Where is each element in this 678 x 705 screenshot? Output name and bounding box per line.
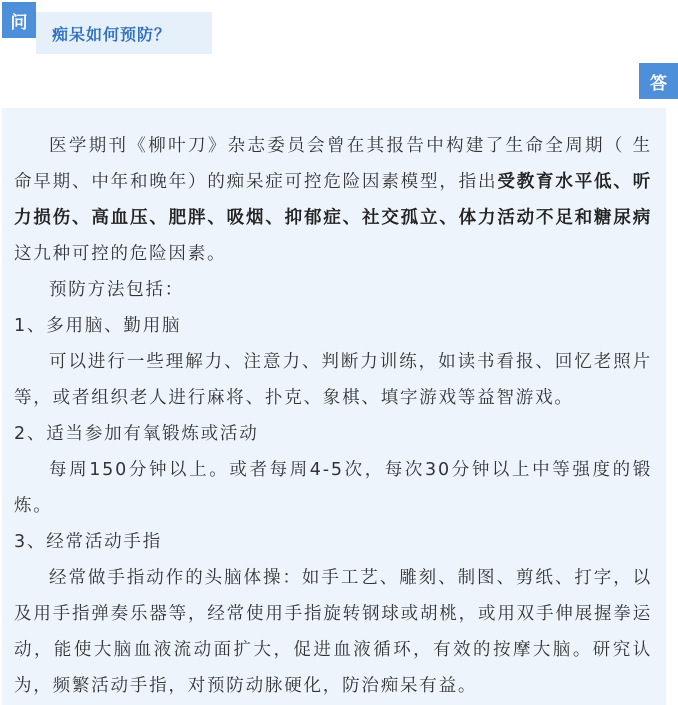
method-body-1: 可以进行一些理解力、注意力、判断力训练，如读书看报、回忆老照片等，或者组织老人进行麻将、扑克、象棋、填字游戏等益智游戏。 — [14, 352, 652, 408]
answer-content — [14, 128, 652, 704]
answer-badge: 答 — [639, 63, 678, 99]
methods-intro: 预防方法包括： — [49, 280, 185, 300]
method-body-2: 每周150分钟以上。或者每周4-5次，每次30分钟以上中等强度的锻炼。 — [14, 460, 652, 516]
question-text: 痴呆如何预防？ — [52, 24, 172, 44]
risk-factors-bold: 受教育水平低、听力损伤、高血压、肥胖、吸烟、抑郁症、社交孤立、体力活动不足和糖尿病 — [14, 172, 652, 228]
question-box — [36, 12, 212, 54]
method-title-1: 1、多用脑、勤用脑 — [14, 316, 182, 336]
method-body-3: 经常做手指动作的头脑体操：如手工艺、雕刻、制图、剪纸、打字，以及用手指弹奏乐器等，经常使用手指旋转钢球或胡桃，或用双手伸展握拳运动，能使大脑血液流动面扩大，促进血液循环，有效的按摩大脑。研究认为，频繁活动手指，对预防动脉硬化，防治痴呆有益。 — [14, 568, 652, 696]
method-title-3: 3、经常活动手指 — [14, 532, 163, 552]
intro-text-1: 医学期刊《柳叶刀》杂志委员会曾在其报告中构建了生命全周期（ 生命早期、中年和晚年）的痴呆症可控危险因素模型，指出 — [14, 136, 652, 192]
intro-text-2: 这九种可控的危险因素。 — [14, 244, 227, 264]
question-badge: 问 — [2, 2, 36, 38]
method-title-2: 2、适当参加有氧锻炼或活动 — [14, 424, 259, 444]
intro-paragraph — [14, 128, 652, 272]
